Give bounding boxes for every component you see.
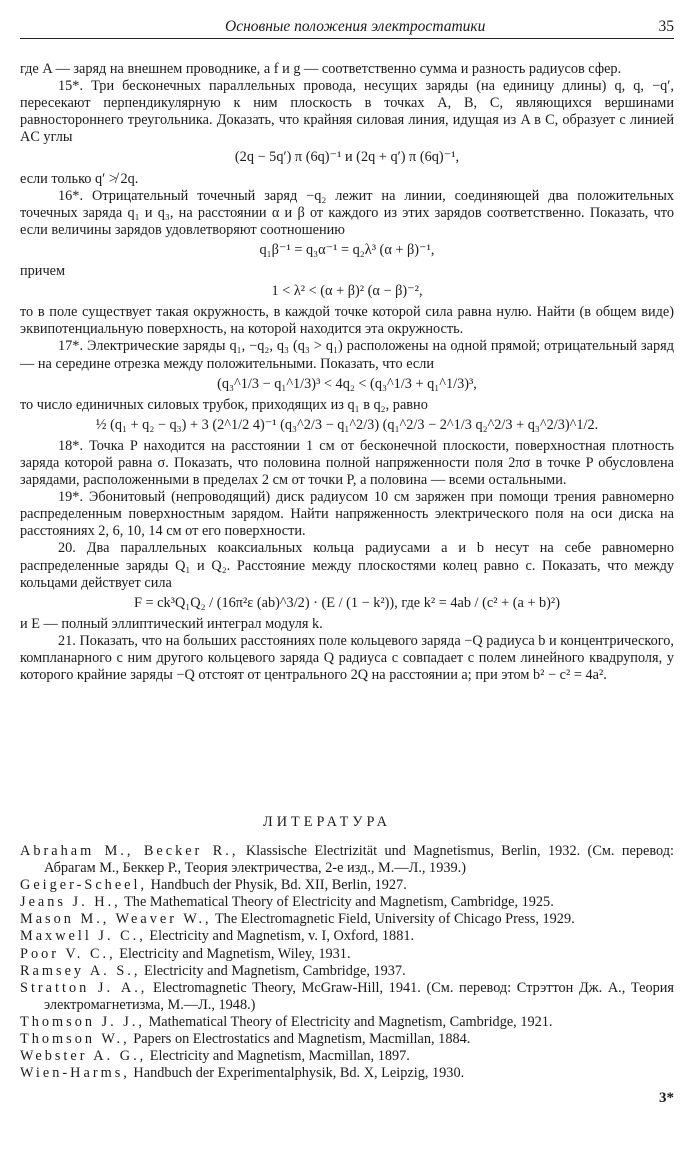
problem-16-end: то в поле существует такая окружность, в каждой точке которой сила равна нулю. Найти (в общем виде) эквипотенциальную поверхность, на которой находится эта окружность. xyxy=(20,304,674,338)
literature-heading: ЛИТЕРАТУРА xyxy=(263,814,391,830)
reference-list xyxy=(20,843,674,1082)
formula-20: F = ck³Q₁Q₂ / (16π²ε (ab)^3/2) · (E / (1 − k²)), где k² = 4ab / (c² + (a + b)²) xyxy=(134,594,560,611)
formula-17a: (q₃^1/3 − q₁^1/3)³ < 4q₂ < (q₃^1/3 + q₁^1/3)³, xyxy=(217,375,477,392)
problem-21: 21. Показать, что на больших расстояниях поле кольцевого заряда −Q радиуса b и концентрического, компланарного с ним другого кольцевого заряда Q радиуса c совпадает с полем линейного квадруполя, у которого крайние заряды −Q отстоят от центрального 2Q на расстоянии a; при этом b² − c² = 4a². xyxy=(20,632,674,684)
problems-text xyxy=(20,61,674,684)
reference-item: Maxwell J. C., Electricity and Magnetism, v. I, Oxford, 1881. xyxy=(20,928,415,945)
problem-14-end: где A — заряд на внешнем проводнике, а f и g — соответственно сумма и разность радиусов сфер. xyxy=(20,61,622,77)
problem-16-prichem: причем xyxy=(20,263,66,280)
reference-item: Thomson J. J., Mathematical Theory of Electricity and Magnetism, Cambridge, 1921. xyxy=(20,1013,553,1030)
reference-item: Stratton J. A., Electromagnetic Theory, McGraw-Hill, 1941. (См. перевод: Стрэттон Дж. А., Теория электромагнетизма, М.—Л., 1948.) xyxy=(20,979,674,1013)
reference-item: Poor V. C., Electricity and Magnetism, Wiley, 1931. xyxy=(20,945,351,962)
problem-17: 17*. Электрические заряды q₁, −q₂, q₃ (q₃ > q₁) расположены на одной прямой; отрицательный заряд — на середине отрезка между положительными. Показать, что если xyxy=(20,338,674,372)
formula-16b: 1 < λ² < (α + β)² (α − β)⁻², xyxy=(271,283,423,300)
formula-15: (2q − 5q′) π (6q)⁻¹ и (2q + q′) π (6q)⁻¹, xyxy=(234,149,460,166)
page-number: 35 xyxy=(658,18,674,35)
reference-item: Mason M., Weaver W., The Electromagnetic Field, University of Chicago Press, 1929. xyxy=(20,911,575,928)
problem-15-condition: если только q′ ≯ 2q. xyxy=(20,170,139,187)
problem-16: 16*. Отрицательный точечный заряд −q₂ лежит на линии, соединяющей два положительных точечных заряда q₁ и q₃, на расстоянии α и β от каждого из этих зарядов соответственно. Показать, что если величины зарядов удовлетворяют соотношению xyxy=(20,187,674,238)
reference-item: Webster A. G., Electricity and Magnetism, Macmillan, 1897. xyxy=(20,1048,410,1065)
running-header xyxy=(20,16,674,39)
problem-18: 18*. Точка P находится на расстоянии 1 см от бесконечной плоскости, поверхностная плотность заряда которой равна σ. Показать, что половина полной напряженности поля 2πσ в точке P обусловлена зарядами, расположенными в пределах 2 см от точки P, а половина — всеми остальными. xyxy=(20,437,674,489)
reference-item: Geiger-Scheel, Handbuch der Physik, Bd. XII, Berlin, 1927. xyxy=(20,877,407,894)
reference-item: Ramsey A. S., Electricity and Magnetism, Cambridge, 1937. xyxy=(20,962,406,979)
formula-17b: ½ (q₁ + q₂ − q₃) + 3 (2^1/2 4)⁻¹ (q₃^2/3 − q₁^2/3) (q₁^2/3 − 2^1/3 q₂^2/3 + q₃^2/3)^1/2. xyxy=(95,416,599,433)
reference-item: Jeans J. H., The Mathematical Theory of Electricity and Magnetism, Cambridge, 1925. xyxy=(20,894,554,911)
reference-item: Abraham M., Becker R., Klassische Electrizität und Magnetismus, Berlin, 1932. (См. перевод: Абрагам М., Беккер Р., Теория электричества, 2-е изд., М.—Л., 1939.) xyxy=(20,843,674,877)
running-title: Основные положения электростатики xyxy=(225,18,486,35)
reference-item: Wien-Harms, Handbuch der Experimentalphysik, Bd. X, Leipzig, 1930. xyxy=(20,1065,465,1082)
formula-16a: q₁β⁻¹ = q₃α⁻¹ = q₂λ³ (α + β)⁻¹, xyxy=(259,241,435,258)
reference-item: Thomson W., Papers on Electrostatics and Magnetism, Macmillan, 1884. xyxy=(20,1031,471,1048)
problem-20: 20. Два параллельных коаксиальных кольца радиусами a и b несут на себе равномерно распределенные заряды Q₁ и Q₂. Расстояние между плоскостями колец равно c. Показать, что между кольцами действует сила xyxy=(20,540,674,591)
signature-mark: 3* xyxy=(659,1090,674,1106)
problem-19: 19*. Эбонитовый (непроводящий) диск радиусом 10 см заряжен при помощи трения равномерно распределенным поверхностным зарядом. Найти напряженность электрического поля на оси диска на расстояниях 2, 6, 10, 14 см от его поверхности. xyxy=(20,489,674,540)
problem-20-end: и E — полный эллиптический интеграл модуля k. xyxy=(20,615,323,632)
problem-15: 15*. Три бесконечных параллельных провода, несущих заряды (на единицу длины) q, q, −q′, пересекают перпендикулярную к ним плоскость в точках A, B, C, являющихся вершинами равностороннего треугольника. Доказать, что крайняя силовая линия, идущая из A в C, образует с линией AC углы xyxy=(20,78,674,146)
problem-17-mid: то число единичных силовых трубок, приходящих из q₁ в q₂, равно xyxy=(20,396,428,413)
